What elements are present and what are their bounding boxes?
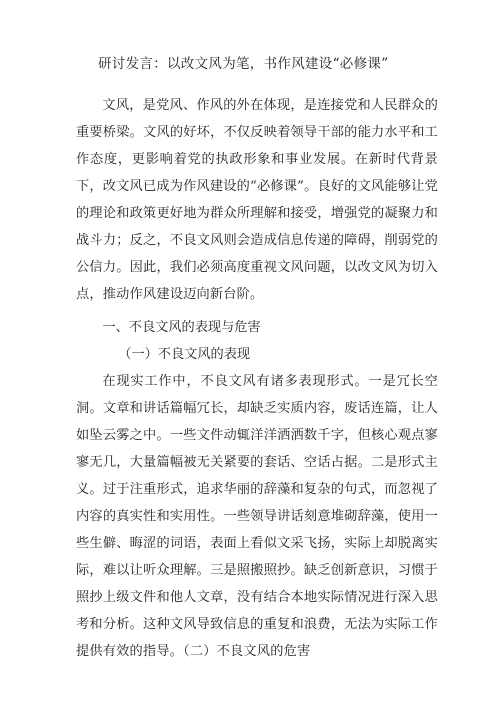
subsection-heading: （一）不良文风的表现 <box>118 347 251 362</box>
body-paragraph: 在现实工作中，不良文风有诸多表现形式。一是冗长空洞。文章和讲话篇幅冗长，却缺乏实质内容，废话连篇，让人如坠云雾之中。一些文件动辄洋洋洒洒数千字，但核心观点寥寥无几，大量篇幅被无关紧要的套话、空话占据。二是形式主义。过于注重形式，追求华丽的辞藻和复杂的句式，而忽视了内容的真实性和实用性。一些领导讲话刻意堆砌辞藻，使用一些生僻、晦涩的词语，表面上看似文采飞扬，实际上却脱离实际，难以让听众理解。三是照搬照抄。缺乏创新意识，习惯于照抄上级文件和他人文章，没有结合本地实际情况进行深入思考和分析。这种文风导致信息的重复和浪费，无法为实际工作提供有效的指导。（二）不良文风的危害 <box>76 374 438 659</box>
document-title: 研讨发言：以改文风为笔，书作风建设“必修课” <box>98 56 389 72</box>
document-page <box>76 50 438 665</box>
intro-paragraph: 文风，是党风、作风的外在体现，是连接党和人民群众的重要桥梁。文风的好坏，不仅反映着领导干部的能力水平和工作态度，更影响着党的执政形象和事业发展。在新时代背景下，改文风已成为作风建设的“必修课”。良好的文风能够让党的理论和政策更好地为群众所理解和接受，增强党的凝聚力和战斗力；反之，不良文风则会造成信息传递的障碍，削弱党的公信力。因此，我们必须高度重视文风问题，以改文风为切入点，推动作风建设迈向新台阶。 <box>76 98 438 302</box>
section-heading: 一、不良文风的表现与危害 <box>102 320 261 335</box>
